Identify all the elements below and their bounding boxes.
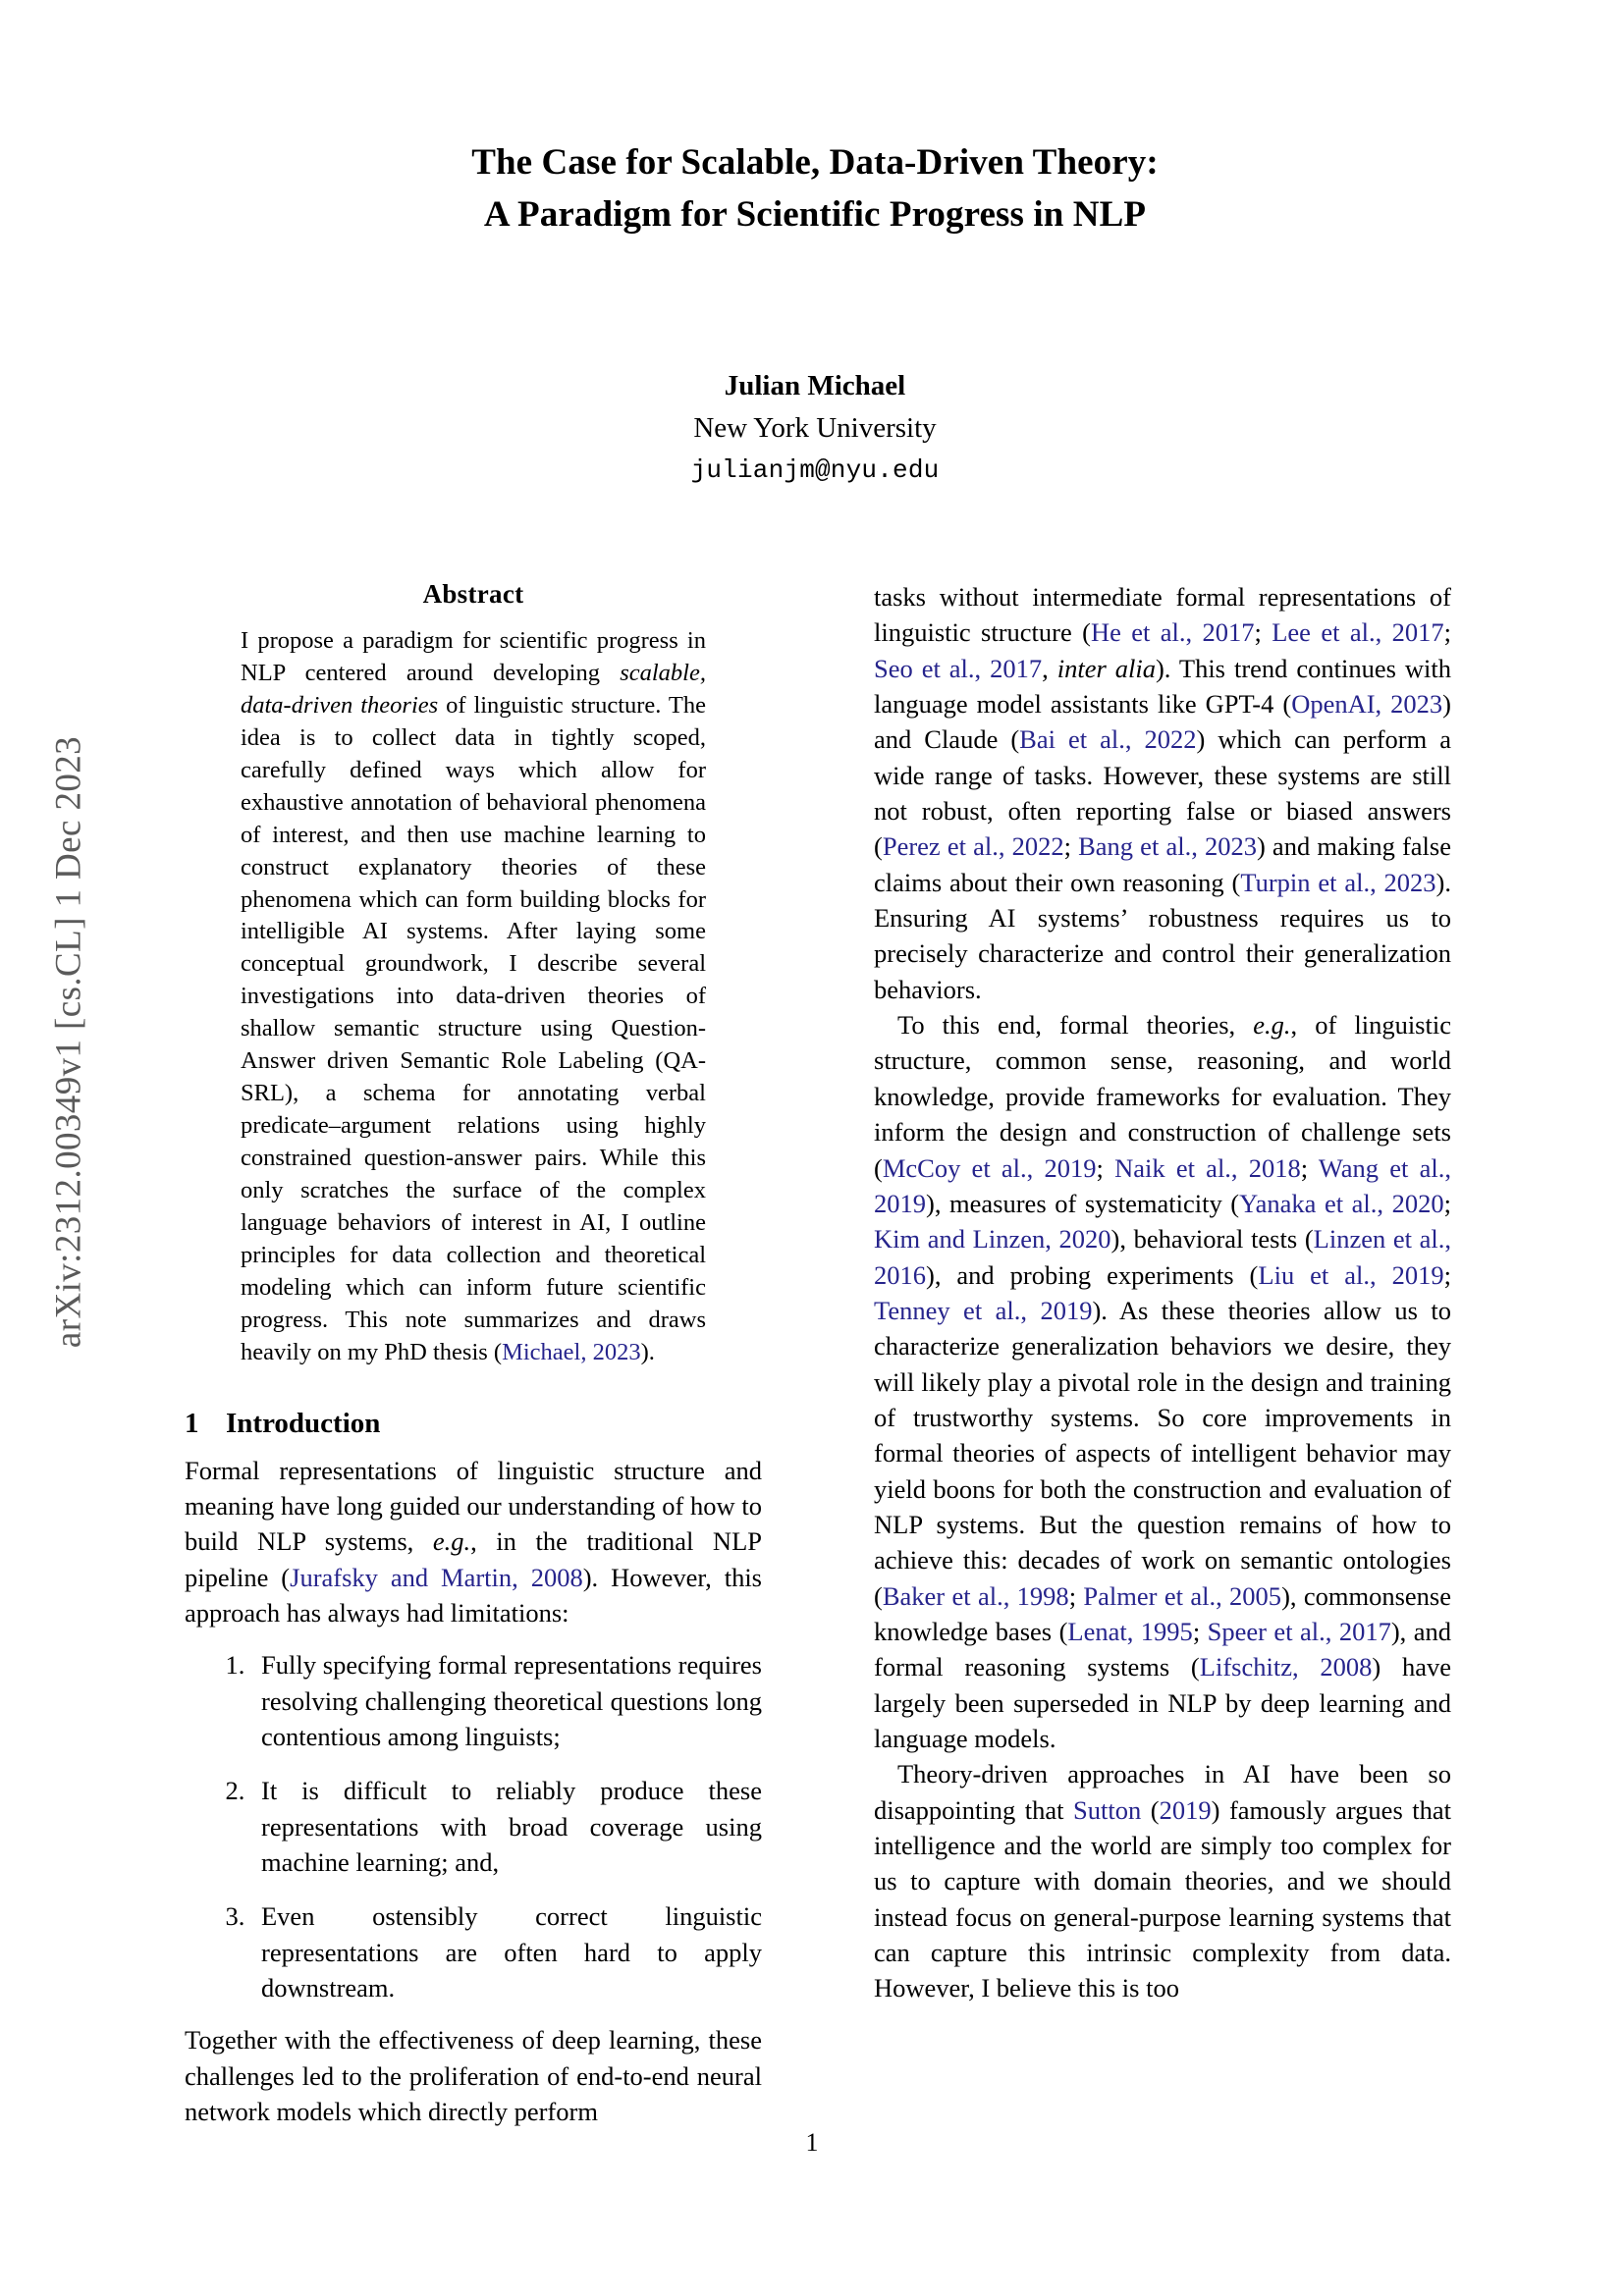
par4-sep-2: ; bbox=[1300, 1152, 1319, 1183]
left-column bbox=[185, 579, 762, 2129]
par3-sep-2: ; bbox=[1443, 617, 1451, 648]
paragraph-intro-2: Together with the effectiveness of deep learning, these challenges led to the proliferation of end-to-end neural network models which directly perform bbox=[185, 2025, 762, 2127]
par1-emphasis: e.g. bbox=[432, 1526, 471, 1557]
par5-text-c: ) famously argues that intelligence and the world are simply too complex for us to capture with domain theories, and we should instead focus on general-purpose learning systems that can capture this intrinsic complexity from data. However, I believe this is too bbox=[874, 1794, 1452, 2003]
title-line-2: A Paradigm for Scientific Progress in NLP bbox=[483, 193, 1147, 235]
body-columns bbox=[185, 579, 1451, 2169]
title-line-1: The Case for Scalable, Data-Driven Theory: bbox=[471, 142, 1159, 183]
citation-seo-2017[interactable]: Seo et al., 2017 bbox=[874, 653, 1043, 683]
right-column bbox=[874, 579, 1451, 2006]
citation-lee-2017[interactable]: Lee et al., 2017 bbox=[1272, 617, 1444, 648]
citation-liu-2019[interactable]: Liu et al., 2019 bbox=[1258, 1259, 1444, 1290]
par4-emphasis-eg: e.g. bbox=[1253, 1010, 1291, 1041]
citation-mccoy-2019[interactable]: McCoy et al., 2019 bbox=[882, 1152, 1097, 1183]
par3-text-d: ) and Claude ( bbox=[874, 689, 1451, 755]
citation-wang-2019[interactable]: Wang et al., 2019 bbox=[874, 1152, 1451, 1218]
citation-openai-2023[interactable]: OpenAI, 2023 bbox=[1291, 689, 1443, 720]
citation-perez-2022[interactable]: Perez et al., 2022 bbox=[882, 831, 1064, 862]
citation-turpin-2023[interactable]: Turpin et al., 2023 bbox=[1240, 867, 1436, 897]
title-block bbox=[196, 137, 1434, 240]
par4-sep-5: ; bbox=[1068, 1580, 1084, 1611]
author-block bbox=[196, 365, 1434, 491]
par3-sep-3: ; bbox=[1063, 831, 1079, 862]
par4-text-b: , of linguistic structure, common sense, reasoning, and world knowledge, provide frameworks for evaluation. They inform the design and construction of challenge sets ( bbox=[874, 1010, 1451, 1183]
par3-text-b: , bbox=[1042, 653, 1057, 683]
citation-michael-2023[interactable]: Michael, 2023 bbox=[502, 1338, 641, 1365]
arxiv-stamp: arXiv:2312.00349v1 [cs.CL] 1 Dec 2023 bbox=[48, 735, 89, 1349]
citation-baker-1998[interactable]: Baker et al., 1998 bbox=[882, 1580, 1069, 1611]
citation-sutton-author[interactable]: Sutton bbox=[1073, 1794, 1142, 1825]
citation-lenat-1995[interactable]: Lenat, 1995 bbox=[1067, 1616, 1193, 1646]
abstract-text-3: ). bbox=[640, 1338, 655, 1365]
par1-text-a: Formal representations of linguistic structure and meaning have long guided our understanding of how to build NLP systems, bbox=[185, 1455, 762, 1557]
par3-text-c: ). This trend continues with language model assistants like GPT-4 ( bbox=[874, 653, 1451, 720]
abstract-body bbox=[241, 625, 706, 1369]
list-item: 1. Fully specifying formal representations requires resolving challenging theoretical questions long contentious among linguists; bbox=[251, 1647, 762, 1754]
par4-text-d: ), behavioral tests ( bbox=[1110, 1224, 1314, 1255]
par4-text-c: ), measures of systematicity ( bbox=[926, 1188, 1240, 1218]
par4-text-e: ), and probing experiments ( bbox=[926, 1259, 1259, 1290]
abstract-heading: Abstract bbox=[422, 579, 524, 609]
citation-naik-2018[interactable]: Naik et al., 2018 bbox=[1114, 1152, 1301, 1183]
par1-text-b: , in the traditional NLP pipeline ( bbox=[185, 1526, 762, 1592]
citation-yanaka-2020[interactable]: Yanaka et al., 2020 bbox=[1239, 1188, 1444, 1218]
citation-sutton-2019-year[interactable]: 2019 bbox=[1159, 1794, 1212, 1825]
par5-text-a: Theory-driven approaches in AI have been so disappointing that bbox=[874, 1759, 1451, 1825]
par3-text-f: ) and making false claims about their own reasoning ( bbox=[874, 831, 1451, 897]
par3-text-a: tasks without intermediate formal representations of linguistic structure ( bbox=[874, 582, 1451, 648]
par4-text-h: ), and formal reasoning systems ( bbox=[874, 1616, 1452, 1682]
author-name: Julian Michael bbox=[724, 370, 906, 401]
par3-text-e: ) which can perform a wide range of tasks. However, these systems are still not robust, often reporting false or biased answers ( bbox=[874, 724, 1451, 862]
author-email: julianjm@nyu.edu bbox=[690, 454, 940, 485]
citation-linzen-2016[interactable]: Linzen et al., 2016 bbox=[874, 1224, 1451, 1290]
paragraph-intro-1 bbox=[185, 1453, 762, 1631]
citation-jurafsky-martin-2008[interactable]: Jurafsky and Martin, 2008 bbox=[290, 1562, 583, 1592]
section-number: 1 bbox=[185, 1407, 199, 1439]
par5-text-b: ( bbox=[1141, 1794, 1160, 1825]
par4-text-i: ) have largely been superseded in NLP by deep learning and language models. bbox=[874, 1652, 1451, 1753]
section-heading-introduction bbox=[185, 1408, 762, 1440]
citation-palmer-2005[interactable]: Palmer et al., 2005 bbox=[1083, 1580, 1282, 1611]
par4-sep-4: ; bbox=[1443, 1259, 1451, 1290]
citation-he-2017[interactable]: He et al., 2017 bbox=[1090, 617, 1255, 648]
par3-sep-1: ; bbox=[1254, 617, 1272, 648]
limitations-list bbox=[185, 1647, 762, 2005]
citation-kim-linzen-2020[interactable]: Kim and Linzen, 2020 bbox=[874, 1224, 1111, 1255]
citation-lifschitz-2008[interactable]: Lifschitz, 2008 bbox=[1199, 1652, 1373, 1682]
list-item: 2. It is difficult to reliably produce these representations with broad coverage using machine learning; and, bbox=[251, 1773, 762, 1880]
par4-sep-1: ; bbox=[1096, 1152, 1115, 1183]
page-title bbox=[196, 137, 1434, 240]
par4-sep-3: ; bbox=[1443, 1188, 1451, 1218]
par3-text-g: ). Ensuring AI systems’ robustness requires us to precisely characterize and control their generalization behaviors. bbox=[874, 867, 1451, 1004]
par4-text-g: ), commonsense knowledge bases ( bbox=[874, 1580, 1452, 1646]
abstract-text-2: of linguistic structure. The idea is to collect data in tightly scoped, carefully defined ways which allow for exhaustive annotation of behavioral phenomena of interest, and then use machine learning to construct explanatory theories of these phenomena which can form building blocks for intelligible AI systems. After laying some conceptual groundwork, I describe several investigations into data-driven theories of shallow semantic structure using Question-Answer driven Semantic Role Labeling (QA-SRL), a schema for annotating verbal predicate–argument relations using highly constrained question-answer pairs. While this only scratches the surface of the complex language behaviors of interest in AI, I outline principles for data collection and theoretical modeling which can inform future scientific progress. This note summarizes and draws heavily on my PhD thesis ( bbox=[241, 691, 706, 1365]
par4-sep-6: ; bbox=[1192, 1616, 1208, 1646]
par3-emphasis-inter-alia: inter alia bbox=[1056, 653, 1156, 683]
par4-text-f: ). As these theories allow us to characterize generalization behaviors we desire, they will likely play a pivotal role in the design and training of trustworthy systems. So core improvements in formal theories of aspects of intelligent behavior may yield boons for both the construction and evaluation of NLP systems. But the question remains of how to achieve this: decades of work on semantic ontologies ( bbox=[874, 1295, 1451, 1611]
par4-text-a: To this end, formal theories, bbox=[897, 1010, 1254, 1041]
citation-speer-2017[interactable]: Speer et al., 2017 bbox=[1207, 1616, 1391, 1646]
page-number: 1 bbox=[805, 2128, 819, 2157]
abstract-text-1: I propose a paradigm for scientific progress in NLP centered around developing bbox=[241, 627, 706, 686]
author-affiliation: New York University bbox=[693, 411, 937, 444]
citation-bai-2022[interactable]: Bai et al., 2022 bbox=[1019, 724, 1197, 755]
abstract-emphasis: scalable, data-driven theories bbox=[241, 659, 706, 719]
paragraph-intro-5 bbox=[874, 1756, 1451, 2005]
list-item: 3. Even ostensibly correct linguistic representations are often hard to apply downstream. bbox=[251, 1898, 762, 2005]
citation-bang-2023[interactable]: Bang et al., 2023 bbox=[1078, 831, 1257, 862]
citation-tenney-2019[interactable]: Tenney et al., 2019 bbox=[874, 1295, 1093, 1325]
par1-text-c: ). However, this approach has always had limitations: bbox=[185, 1562, 762, 1628]
section-title: Introduction bbox=[226, 1407, 381, 1439]
paragraph-intro-4 bbox=[874, 1007, 1451, 1756]
paragraph-intro-3 bbox=[874, 579, 1451, 1007]
